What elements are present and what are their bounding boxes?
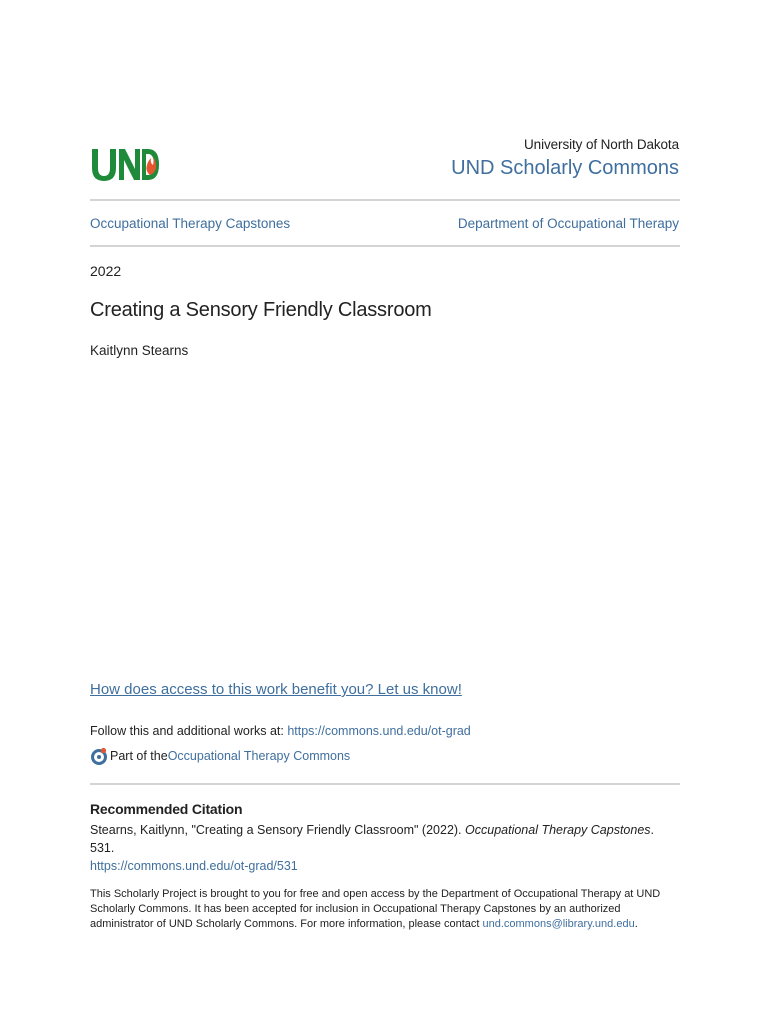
divider: [90, 783, 680, 785]
department-link[interactable]: Department of Occupational Therapy: [457, 216, 679, 231]
citation-url-link[interactable]: https://commons.und.edu/ot-grad/531: [90, 859, 298, 873]
follow-line: [90, 724, 471, 738]
institution-name: University of North Dakota: [524, 137, 679, 152]
feedback-link[interactable]: How does access to this work benefit you? Let us know!: [90, 681, 462, 698]
citation-suffix: . 531.: [90, 823, 655, 855]
und-logo: [90, 146, 160, 182]
publication-year: 2022: [90, 263, 122, 279]
divider: [90, 245, 680, 247]
citation-prefix: Stearns, Kaitlynn, "Creating a Sensory Friendly Classroom" (2022).: [90, 823, 466, 837]
repository-link[interactable]: UND Scholarly Commons: [451, 157, 679, 179]
bepress-network-icon: [90, 747, 108, 765]
follow-url-link[interactable]: https://commons.und.edu/ot-grad: [287, 724, 471, 738]
access-statement-end: .: [634, 918, 638, 930]
access-statement: [90, 887, 680, 932]
part-of-line: [90, 747, 350, 765]
series-link[interactable]: Occupational Therapy Capstones: [90, 216, 291, 231]
part-of-prefix: Part of the: [110, 749, 168, 763]
discipline-link[interactable]: Occupational Therapy Commons: [167, 749, 351, 763]
follow-prefix: Follow this and additional works at:: [90, 724, 288, 738]
work-title: Creating a Sensory Friendly Classroom: [90, 299, 432, 321]
divider: [90, 199, 680, 201]
access-statement-text: This Scholarly Project is brought to you for free and open access by the Department of Occupational Therapy at UND Scholarly Commons. It has been accepted for inclusion in Occupational Therapy Capstones by an authorized administrator of UND Scholarly Commons. For more information, please contact: [90, 888, 661, 930]
citation-heading: Recommended Citation: [90, 801, 243, 817]
author-name: Kaitlynn Stearns: [90, 343, 189, 358]
citation-text: [90, 821, 680, 875]
contact-email-link[interactable]: und.commons@library.und.edu: [482, 918, 635, 930]
citation-series: Occupational Therapy Capstones: [465, 823, 651, 837]
